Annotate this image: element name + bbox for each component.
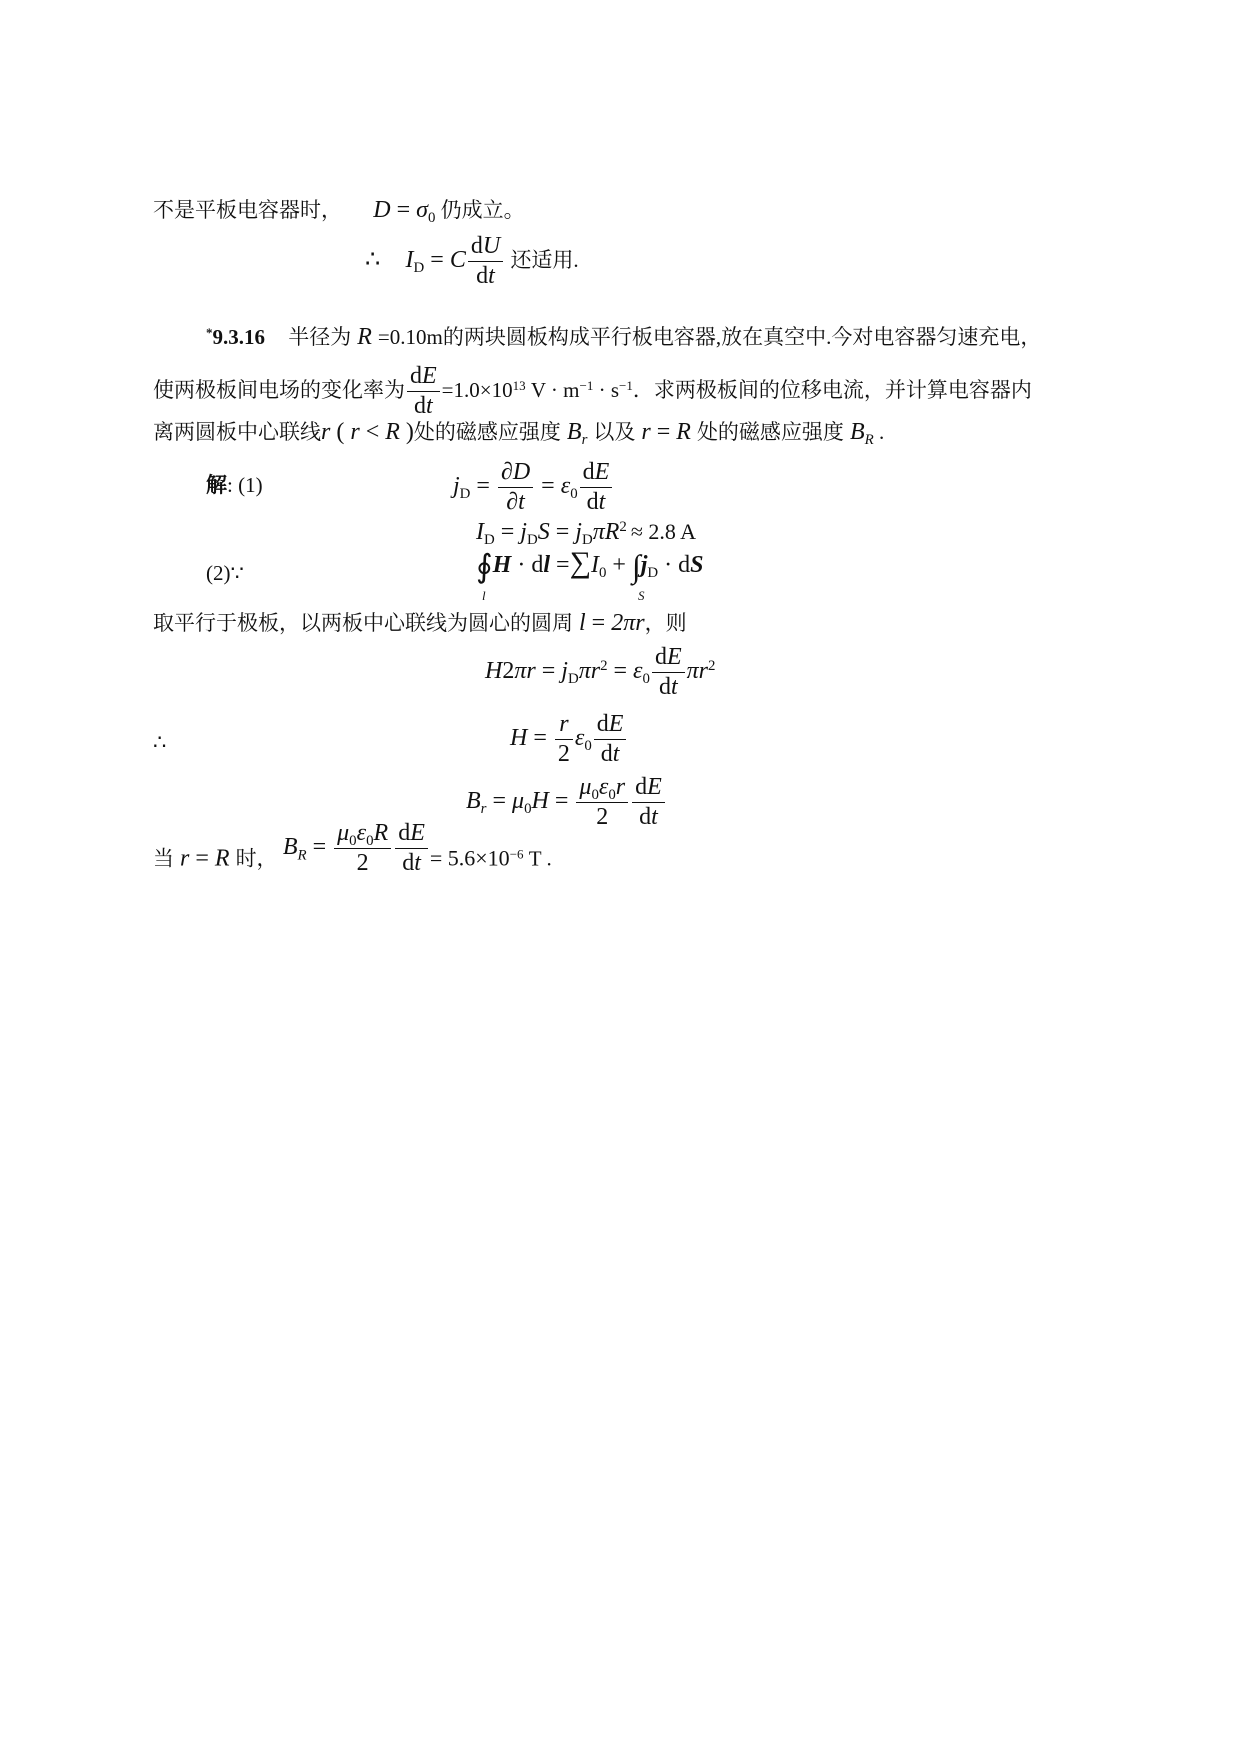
rate-exp-2: −1 <box>579 378 594 394</box>
problem-line-2 <box>153 364 1032 419</box>
problem-text-h: 处的磁感应强度 <box>696 420 844 444</box>
problem-text-g: 以及 <box>593 420 636 444</box>
problem-text-d: ．求两极板间的位移电流，并计算电容器内 <box>632 378 1032 403</box>
therefore-symbol: ∴ <box>365 247 381 274</box>
line-2 <box>365 234 579 289</box>
problem-line-1 <box>206 325 1041 349</box>
br-unit: T . <box>523 846 552 871</box>
solution-label: 解 <box>206 473 227 497</box>
rate-exp-3: −1 <box>619 378 633 394</box>
rate-unit-s: · s <box>593 378 620 403</box>
eq-l-2pir: l = 2πr <box>573 610 645 636</box>
take-line <box>153 611 687 635</box>
rate-value: =1.0×10 <box>441 378 513 403</box>
therefore-2: ∴ <box>153 730 167 754</box>
when-b: 时， <box>235 846 278 871</box>
problem-text-b: =0.10m的两块圆板构成平行板电容器,放在真空中.今对电容器匀速充电， <box>377 325 1042 349</box>
solution-part-1: : (1) <box>227 473 263 497</box>
eq-h: H = $\frac{r}{2}$ $\varepsilon_0$ $\frac{dE}{dt}$ <box>510 712 628 767</box>
solution-part-2-label: (2)∵ <box>206 561 244 585</box>
formula-d-sigma: $D = \sigma_0$ <box>373 197 436 227</box>
line-1-after: 仍成立。 <box>440 198 525 222</box>
take-after: ，则 <box>644 611 687 635</box>
problem-text-f: 处的磁感应强度 <box>413 420 561 444</box>
eq-id: $I_D = j_DS = j_D\pi R^2 \approx 2.8$ A <box>476 518 697 549</box>
var-br: $B_r$ <box>560 419 588 449</box>
cond-r-eq-r: r = R <box>635 419 697 445</box>
problem-line-3: 离两圆板中心联线r ( r < R )处的磁感应强度 $B_r$ 以及 r = R 处的磁感应强度 $B_R$ . <box>153 419 885 449</box>
when-line <box>153 820 552 877</box>
var-r-cap: R <box>351 324 378 350</box>
rate-unit-v-m: V · m <box>525 378 580 403</box>
eq-bR: $B_R$ = $\frac{\mu_0\varepsilon_0R}{2}$ $\frac{dE}{dt}$ <box>283 821 430 876</box>
br-exp: −6 <box>509 846 524 862</box>
var-bR: $B_R$ <box>843 419 874 449</box>
formula-id-c-du-dt: $I_D = C$ $\frac{dU}{dt}$ <box>406 247 506 273</box>
problem-text-e: 离两圆板中心联线 <box>153 420 321 444</box>
eq-jd: $j_D$ = $\frac{\partial D}{\partial t}$ = $\varepsilon_0$ $\frac{dE}{dt}$ <box>453 460 614 515</box>
eq-h-2pir: $H2\pi r = j_D\pi r^2 = \varepsilon_0$ $\frac{dE}{dt}$ $\pi r^2$ <box>485 644 716 701</box>
when-a: 当 <box>153 846 174 871</box>
cond-r-eq-R-2: r = R <box>174 845 236 872</box>
eq-ampere: ∮ l H · dl $=\sum I_0$ + ∫ S $j_D$ · dS <box>476 546 704 604</box>
solution-part-1-label <box>206 475 263 496</box>
problem-number: 9.3.16 <box>212 325 265 349</box>
rate-exp: 13 <box>512 378 526 394</box>
line-1-text: 不是平板电容器时， <box>153 198 342 222</box>
id-result: ≈ 2.8 A <box>630 519 697 544</box>
eq-br: $B_r = \mu_0H$ = $\frac{\mu_0\varepsilon_0r}{2}$ $\frac{dE}{dt}$ <box>466 775 667 830</box>
line-2-after: 还适用. <box>510 248 579 273</box>
take-text: 取平行于极板，以两板中心联线为圆心的圆周 <box>153 611 573 635</box>
problem-star: * <box>206 324 213 340</box>
line-1 <box>153 197 525 227</box>
cond-r-lt-r: r ( r < R ) <box>321 419 414 445</box>
problem-text-a: 半径为 <box>288 325 352 349</box>
problem-text-c: 使两极板间电场的变化率为 <box>153 378 405 403</box>
frac-de-dt: $\frac{dE}{dt}$ <box>405 377 442 403</box>
br-result: = 5.6×10 <box>429 845 510 871</box>
